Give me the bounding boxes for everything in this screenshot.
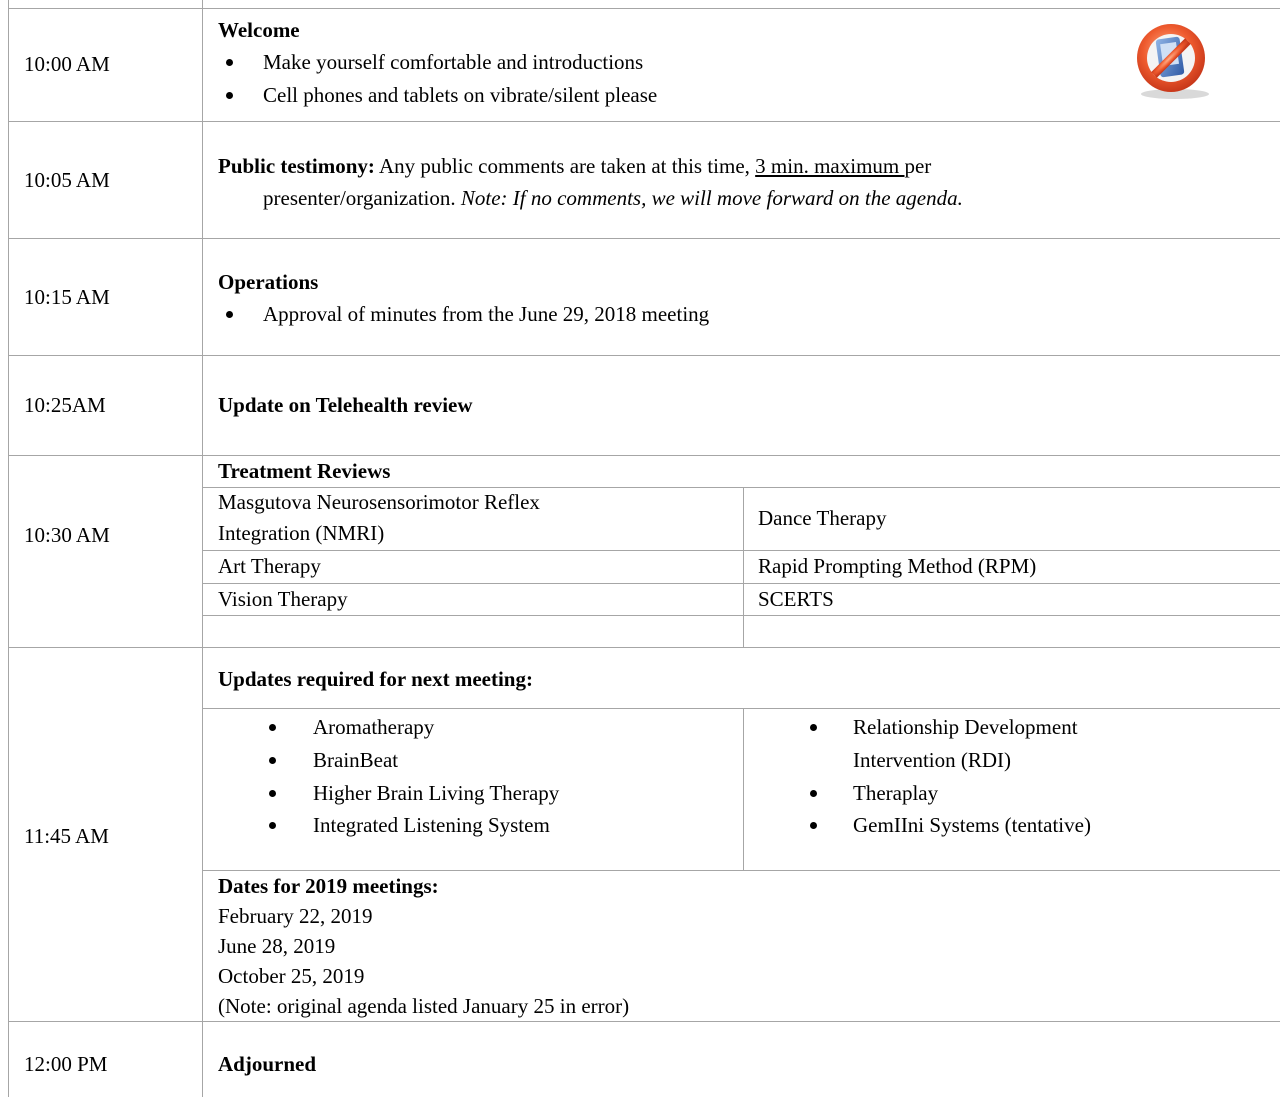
row-border bbox=[8, 238, 1280, 239]
dates-note: (Note: original agenda listed January 25 in error) bbox=[218, 994, 630, 1018]
welcome-bullet: Make yourself comfortable and introductions bbox=[263, 50, 644, 74]
public-testimony-text-2: per bbox=[904, 154, 932, 178]
treatment-item: Dance Therapy bbox=[758, 506, 887, 530]
time-treatment: 10:30 AM bbox=[24, 523, 110, 547]
cell-divider-treatment bbox=[743, 487, 744, 647]
row-border bbox=[8, 121, 1280, 122]
time-operations: 10:15 AM bbox=[24, 285, 110, 309]
time-welcome: 10:00 AM bbox=[24, 52, 110, 76]
row-border bbox=[202, 550, 1280, 551]
adjourned-title: Adjourned bbox=[218, 1052, 317, 1076]
bullet bbox=[226, 311, 233, 318]
row-border bbox=[8, 455, 1280, 456]
operations-bullet: Approval of minutes from the June 29, 2018 meeting bbox=[263, 302, 710, 326]
updates-item: BrainBeat bbox=[313, 748, 399, 772]
public-testimony-limit: 3 min. maximum bbox=[755, 154, 905, 178]
bullet bbox=[810, 724, 817, 731]
bullet bbox=[226, 59, 233, 66]
column-divider bbox=[202, 0, 203, 1097]
row-border bbox=[8, 647, 1280, 648]
dates-title: Dates for 2019 meetings: bbox=[218, 874, 439, 898]
bullet bbox=[226, 92, 233, 99]
meeting-date: October 25, 2019 bbox=[218, 964, 365, 988]
time-telehealth: 10:25AM bbox=[24, 393, 106, 417]
meeting-date: February 22, 2019 bbox=[218, 904, 373, 928]
telehealth-title: Update on Telehealth review bbox=[218, 393, 473, 417]
updates-item: GemIIni Systems (tentative) bbox=[853, 813, 1091, 837]
bullet bbox=[269, 724, 276, 731]
updates-item: Intervention (RDI) bbox=[853, 748, 1012, 772]
row-border bbox=[8, 8, 1280, 9]
row-border bbox=[202, 708, 1280, 709]
welcome-bullet: Cell phones and tablets on vibrate/silent please bbox=[263, 83, 658, 107]
bullet bbox=[810, 790, 817, 797]
cell-divider-updates bbox=[743, 708, 744, 870]
treatment-item: Rapid Prompting Method (RPM) bbox=[758, 554, 1037, 578]
treatment-item: SCERTS bbox=[758, 587, 834, 611]
bullet bbox=[269, 757, 276, 764]
treatment-item: Masgutova Neurosensorimotor Reflex bbox=[218, 490, 540, 514]
bullet bbox=[810, 822, 817, 829]
operations-title: Operations bbox=[218, 270, 319, 294]
meeting-date: June 28, 2019 bbox=[218, 934, 336, 958]
treatment-item: Integration (NMRI) bbox=[218, 521, 385, 545]
table-border-left bbox=[8, 0, 9, 1097]
updates-item: Theraplay bbox=[853, 781, 939, 805]
bullet bbox=[269, 790, 276, 797]
updates-item: Integrated Listening System bbox=[313, 813, 550, 837]
updates-title: Updates required for next meeting: bbox=[218, 667, 533, 691]
updates-item: Aromatherapy bbox=[313, 715, 435, 739]
time-public-testimony: 10:05 AM bbox=[24, 168, 110, 192]
row-border bbox=[202, 583, 1280, 584]
welcome-title: Welcome bbox=[218, 18, 300, 42]
public-testimony-note: Note: If no comments, we will move forward on the agenda. bbox=[460, 186, 963, 210]
row-border bbox=[8, 355, 1280, 356]
no-phones-icon bbox=[1127, 20, 1217, 100]
public-testimony-title: Public testimony: bbox=[218, 154, 375, 178]
row-border bbox=[8, 1021, 1280, 1022]
time-adjourned: 12:00 PM bbox=[24, 1052, 108, 1076]
bullet bbox=[269, 822, 276, 829]
updates-item: Higher Brain Living Therapy bbox=[313, 781, 560, 805]
treatment-item: Vision Therapy bbox=[218, 587, 348, 611]
public-testimony-line-2 bbox=[263, 182, 963, 215]
treatment-title: Treatment Reviews bbox=[218, 459, 391, 483]
time-updates: 11:45 AM bbox=[24, 824, 109, 848]
row-border bbox=[202, 615, 1280, 616]
public-testimony-line-1 bbox=[218, 150, 931, 183]
public-testimony-text: Any public comments are taken at this time, bbox=[374, 154, 756, 178]
treatment-item: Art Therapy bbox=[218, 554, 321, 578]
public-testimony-presenter: presenter/organization. bbox=[263, 186, 461, 210]
updates-item: Relationship Development bbox=[853, 715, 1078, 739]
